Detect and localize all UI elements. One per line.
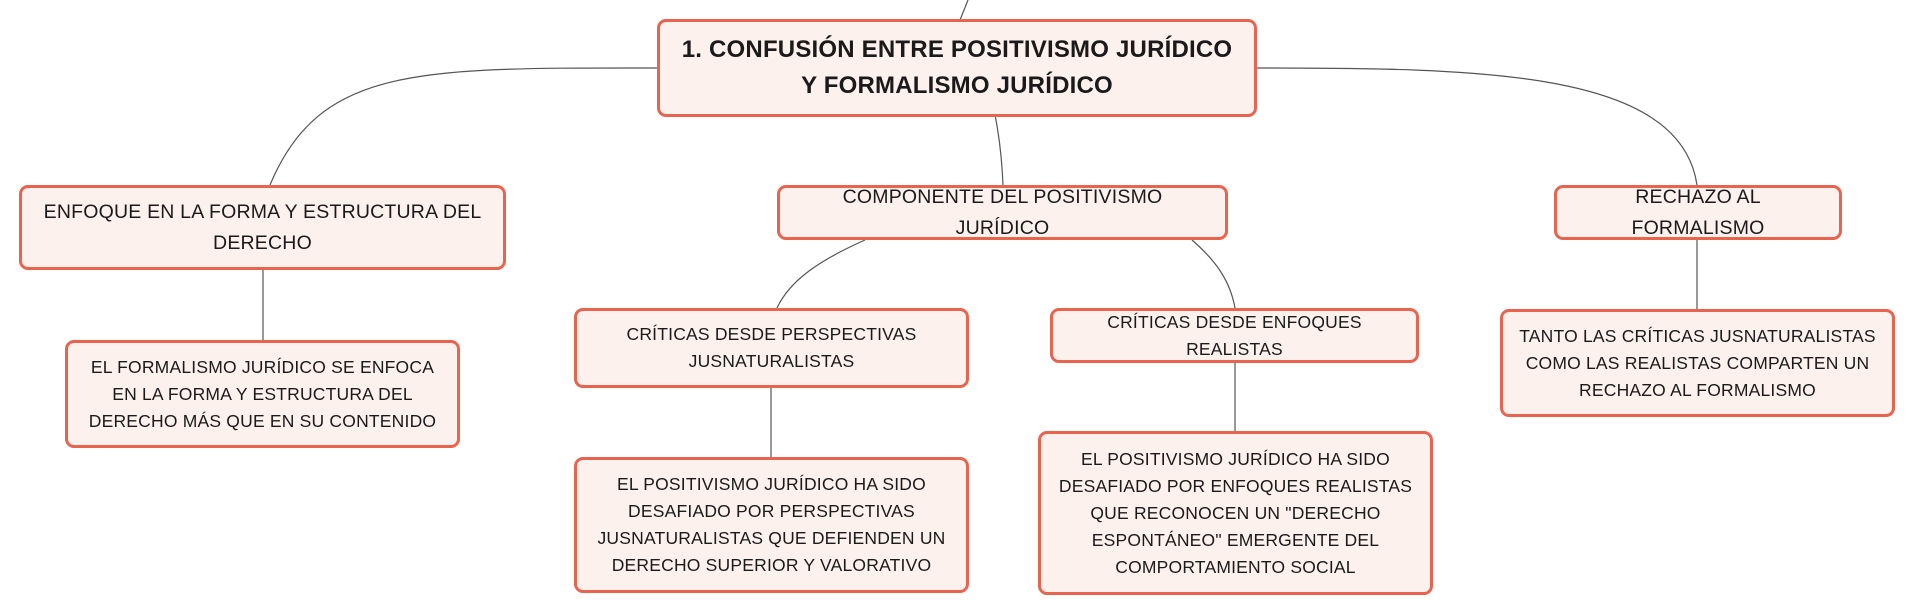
subtopic-jusnaturalist-critiques-label: CRÍTICAS DESDE PERSPECTIVAS JUSNATURALISTAS xyxy=(626,324,917,371)
subtopic-realist-challenge-label: EL POSITIVISMO JURÍDICO HA SIDO DESAFIADO POR ENFOQUES REALISTAS QUE RECONOCEN UN "DERECHO ESPONTÁNEO" EMERGENTE DEL COMPORTAMIENTO SOCIAL xyxy=(1058,448,1413,577)
topic-positivism-component[interactable] xyxy=(777,185,1228,240)
subtopic-realist-critiques-label: CRÍTICAS DESDE ENFOQUES REALISTAS xyxy=(1107,311,1362,359)
subtopic-jusnaturalist-challenge-label: EL POSITIVISMO JURÍDICO HA SIDO DESAFIADO POR PERSPECTIVAS JUSNATURALISTAS QUE DEFIENDEN UN DERECHO SUPERIOR Y VALORATIVO xyxy=(597,474,946,575)
connector-to-parent xyxy=(960,0,968,20)
connector-root-to-rejection xyxy=(1255,68,1697,185)
connector-component-to-jusnat xyxy=(777,240,865,308)
root-topic-label: 1. CONFUSIÓN ENTRE POSITIVISMO JURÍDICO Y FORMALISMO JURÍDICO xyxy=(681,36,1233,99)
subtopic-jusnaturalist-critiques[interactable] xyxy=(574,308,969,388)
subtopic-realist-challenge[interactable] xyxy=(1038,431,1433,595)
topic-rejection-formalism[interactable] xyxy=(1554,185,1842,240)
connector-component-to-realist xyxy=(1192,240,1235,308)
subtopic-shared-rejection-label: TANTO LAS CRÍTICAS JUSNATURALISTAS COMO LAS REALISTAS COMPARTEN UN RECHAZO AL FORMALISMO xyxy=(1519,325,1876,400)
connector-root-to-component xyxy=(995,115,1003,185)
subtopic-jusnaturalist-challenge[interactable] xyxy=(574,457,969,593)
topic-form-structure-label: ENFOQUE EN LA FORMA Y ESTRUCTURA DEL DERECHO xyxy=(43,200,482,254)
subtopic-formalism-focus[interactable] xyxy=(65,340,460,448)
subtopic-realist-critiques[interactable] xyxy=(1050,308,1419,363)
root-topic[interactable] xyxy=(657,19,1257,117)
connector-root-to-form xyxy=(270,68,657,185)
subtopic-shared-rejection[interactable] xyxy=(1500,309,1895,417)
topic-rejection-formalism-label: RECHAZO AL FORMALISMO xyxy=(1631,185,1765,239)
topic-form-structure[interactable] xyxy=(19,185,506,270)
subtopic-formalism-focus-label: EL FORMALISMO JURÍDICO SE ENFOCA EN LA FORMA Y ESTRUCTURA DEL DERECHO MÁS QUE EN SU CONTENIDO xyxy=(88,356,437,431)
topic-positivism-component-label: COMPONENTE DEL POSITIVISMO JURÍDICO xyxy=(842,185,1163,239)
